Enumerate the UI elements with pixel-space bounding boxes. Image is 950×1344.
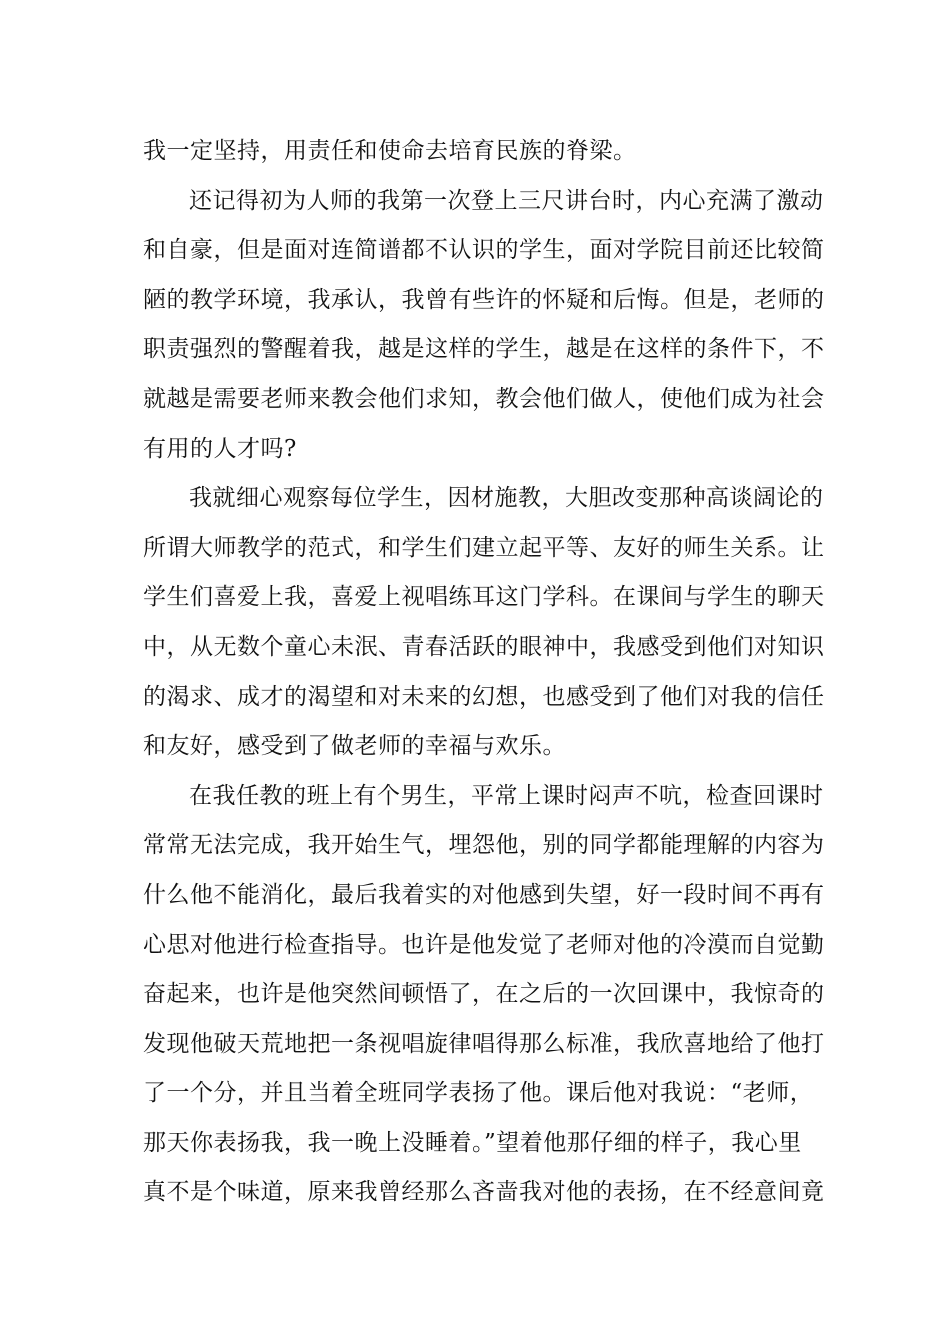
text-line: 有用的人才吗? [143, 435, 297, 462]
text-line: 还记得初为人师的我第一次登上三尺讲台时，内心充满了激动 [189, 187, 824, 214]
text-line: 和自豪，但是面对连简谱都不认识的学生，面对学院目前还比较简 [143, 237, 825, 264]
paragraph-1 [143, 127, 808, 177]
paragraph-4 [143, 772, 825, 1218]
text-line: 学生们喜爱上我，喜爱上视唱练耳这门学科。在课间与学生的聊天 [143, 584, 825, 611]
document-body [143, 127, 825, 1218]
text-line: 心思对他进行检查指导。也许是他发觉了老师对他的冷漠而自觉勤 [143, 931, 825, 958]
paragraph-2 [143, 177, 825, 475]
text-line: 了一个分，并且当着全班同学表扬了他。课后他对我说：“老师， [143, 1080, 814, 1107]
text-line: 所谓大师教学的范式，和学生们建立起平等、友好的师生关系。让 [143, 534, 825, 561]
text-line: 我就细心观察每位学生，因材施教，大胆改变那种高谈阔论的 [189, 485, 824, 512]
text-line: 常常无法完成，我开始生气，埋怨他，别的同学都能理解的内容为 [143, 832, 825, 859]
text-line: 和友好，感受到了做老师的幸福与欢乐。 [143, 733, 566, 760]
text-line: 奋起来，也许是他突然间顿悟了，在之后的一次回课中，我惊奇的 [143, 981, 825, 1008]
text-line: 什么他不能消化，最后我着实的对他感到失望，好一段时间不再有 [143, 881, 825, 908]
paragraph-3 [143, 474, 825, 772]
text-line: 就越是需要老师来教会他们求知，教会他们做人，使他们成为社会 [143, 385, 825, 412]
text-line: 的渴求、成才的渴望和对未来的幻想，也感受到了他们对我的信任 [143, 683, 825, 710]
text-line: 陋的教学环境，我承认，我曾有些许的怀疑和后悔。但是，老师的 [143, 286, 825, 313]
text-line: 真不是个味道，原来我曾经那么吝啬我对他的表扬，在不经意间竟 [143, 1179, 825, 1206]
text-line: 中，从无数个童心未泯、青春活跃的眼神中，我感受到他们对知识 [143, 633, 825, 660]
text-line: 职责强烈的警醒着我，越是这样的学生，越是在这样的条件下，不 [143, 336, 825, 363]
text-line: 那天你表扬我，我一晚上没睡着。”望着他那仔细的样子，我心里 [143, 1129, 802, 1156]
text-line: 发现他破天荒地把一条视唱旋律唱得那么标准，我欣喜地给了他打 [143, 1030, 825, 1057]
text-line: 在我任教的班上有个男生，平常上课时闷声不吭，检查回课时 [189, 782, 824, 809]
text-line: 我一定坚持，用责任和使命去培育民族的脊梁。 [143, 138, 637, 164]
